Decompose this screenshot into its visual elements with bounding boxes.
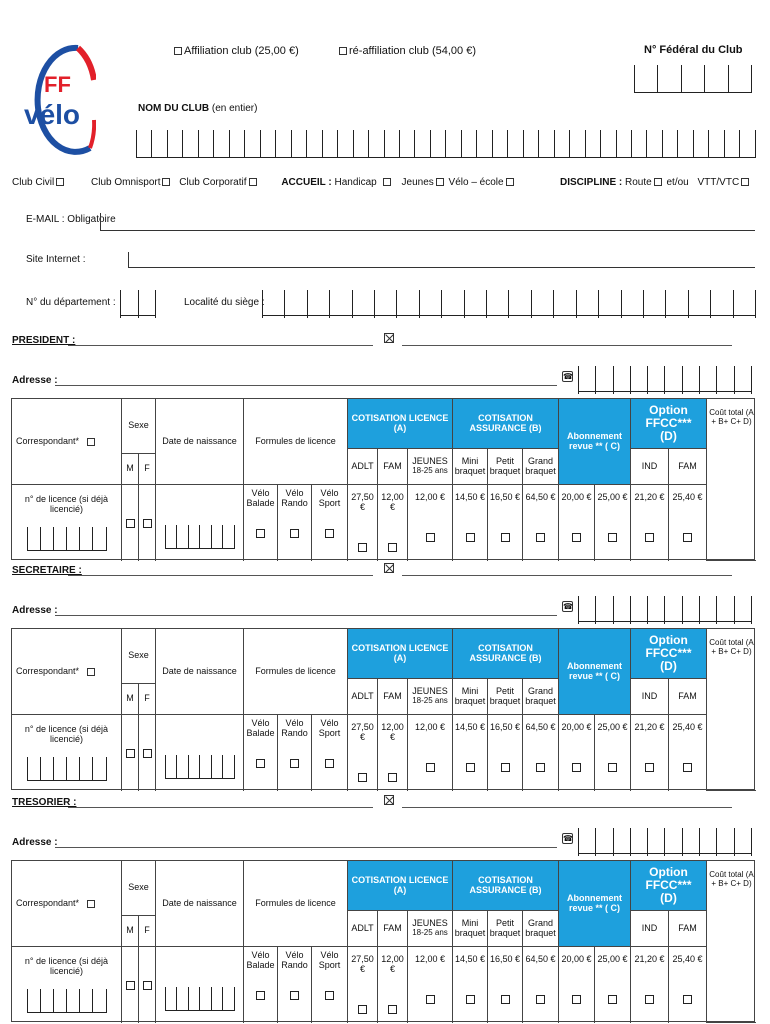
price-checkbox[interactable]	[572, 533, 581, 542]
sexe-f-checkbox[interactable]	[139, 715, 156, 791]
price-cell[interactable]	[348, 715, 378, 791]
cot-licence-header: COTISATION LICENCE (A)	[348, 861, 453, 911]
sexe-header: Sexe	[122, 629, 156, 684]
price-checkbox[interactable]	[536, 995, 545, 1004]
price-checkbox[interactable]	[645, 995, 654, 1004]
price-cell[interactable]	[669, 485, 707, 561]
price-value: 27,50 €	[351, 722, 374, 742]
formule-label: Vélo Rando	[281, 488, 308, 508]
price-value: 20,00 €	[561, 722, 592, 732]
role-label: SECRETAIRE :	[12, 565, 82, 576]
formule-checkbox[interactable]	[290, 529, 299, 538]
correspondant-cell[interactable]	[12, 861, 122, 947]
cout-total-header: Coût total (A + B+ C+ D)	[707, 861, 756, 1023]
licence-no-field[interactable]	[27, 527, 107, 551]
formule-velo_balade[interactable]	[244, 947, 278, 1023]
federal-no-label: N° Fédéral du Club	[644, 44, 743, 56]
route-label: Route	[625, 177, 652, 188]
price-checkbox[interactable]	[572, 763, 581, 772]
phone-icon: ☎	[563, 834, 573, 843]
formule-velo_rando[interactable]	[278, 947, 312, 1023]
price-checkbox[interactable]	[501, 995, 510, 1004]
role-name-field[interactable]	[68, 807, 373, 808]
formule-velo_sport[interactable]	[312, 485, 348, 561]
site-field[interactable]	[128, 252, 755, 268]
fam-header: FAM	[378, 911, 408, 947]
affiliation-checkbox[interactable]	[174, 47, 182, 55]
price-value: 64,50 €	[525, 492, 556, 502]
mini-header: Mini braquet	[453, 911, 488, 947]
price-value: 12,00 €	[381, 492, 404, 512]
discipline-row	[560, 177, 751, 188]
sexe-f-header: F	[139, 916, 156, 947]
jeunes-text: JEUNES	[412, 918, 448, 929]
address-label: Adresse :	[12, 605, 58, 616]
price-cell[interactable]	[378, 485, 408, 561]
price-value: 25,00 €	[597, 492, 628, 502]
price-value: 21,20 €	[634, 954, 665, 964]
price-value: 64,50 €	[525, 722, 556, 732]
correspondant-checkbox[interactable]	[87, 668, 95, 676]
adlt-header: ADLT	[348, 679, 378, 715]
formule-label: Vélo Sport	[318, 718, 341, 738]
price-value: 21,20 €	[634, 492, 665, 502]
club-name-field[interactable]	[136, 130, 756, 158]
price-value: 25,40 €	[672, 492, 703, 502]
reaffiliation-option[interactable]	[337, 45, 476, 57]
cot-licence-header: COTISATION LICENCE (A)	[348, 629, 453, 679]
price-value: 16,50 €	[489, 722, 521, 732]
price-checkbox[interactable]	[388, 773, 397, 782]
sexe-header: Sexe	[122, 399, 156, 454]
correspondant-checkbox[interactable]	[87, 438, 95, 446]
option-header: Option FFCC*** (D)	[631, 399, 707, 449]
price-cell[interactable]	[631, 947, 669, 1023]
price-checkbox[interactable]	[358, 543, 367, 552]
abonnement-header: Abonnement revue ** ( C)	[559, 629, 631, 715]
role-label: TRESORIER :	[12, 797, 77, 808]
price-checkbox[interactable]	[536, 533, 545, 542]
price-checkbox[interactable]	[426, 533, 435, 542]
price-cell[interactable]	[523, 485, 559, 561]
jeunes-header	[408, 911, 453, 947]
price-cell[interactable]	[488, 715, 523, 791]
handicap-checkbox[interactable]	[383, 178, 391, 186]
formule-label: Vélo Rando	[281, 718, 308, 738]
formule-checkbox[interactable]	[290, 759, 299, 768]
price-value: 25,40 €	[672, 722, 703, 732]
formule-checkbox[interactable]	[325, 529, 334, 538]
price-cell[interactable]	[559, 485, 595, 561]
price-cell[interactable]	[669, 947, 707, 1023]
jeunes-label: Jeunes	[401, 177, 434, 188]
correspondant-checkbox[interactable]	[87, 900, 95, 908]
price-cell[interactable]	[488, 485, 523, 561]
mini-header: Mini braquet	[453, 679, 488, 715]
club-omnisport-checkbox[interactable]	[162, 178, 170, 186]
sexe-f-checkbox[interactable]	[139, 485, 156, 561]
price-cell[interactable]	[378, 715, 408, 791]
cot-assurance-header: COTISATION ASSURANCE (B)	[453, 399, 559, 449]
price-cell[interactable]	[631, 715, 669, 791]
grand-header: Grand braquet	[523, 679, 559, 715]
option-header: Option FFCC*** (D)	[631, 629, 707, 679]
handicap-label: Handicap	[334, 177, 377, 188]
sexe-header: Sexe	[122, 861, 156, 916]
formules-header: Formules de licence	[244, 399, 348, 485]
naissance-header: Date de naissance	[156, 861, 244, 947]
formule-velo_rando[interactable]	[278, 715, 312, 791]
formule-checkbox[interactable]	[256, 759, 265, 768]
ffvelo-logo	[18, 40, 96, 158]
formule-label: Vélo Balade	[246, 950, 275, 970]
sexe-m-header: M	[122, 916, 139, 947]
licence-no-cell[interactable]	[12, 947, 122, 1023]
price-value: 27,50 €	[351, 954, 374, 974]
reaffiliation-label: ré-affiliation club (54,00 €)	[349, 45, 476, 57]
price-checkbox[interactable]	[536, 763, 545, 772]
price-cell[interactable]	[453, 947, 488, 1023]
phone-field[interactable]	[578, 828, 752, 854]
formule-velo_balade[interactable]	[244, 715, 278, 791]
grand-header: Grand braquet	[523, 911, 559, 947]
price-cell[interactable]	[453, 485, 488, 561]
licence-no-label: n° de licence (si déjà licencié)	[24, 956, 109, 976]
vtt-label: VTT/VTC	[697, 177, 740, 188]
address-label: Adresse :	[12, 375, 58, 386]
velo-ecole-label: Vélo – école	[448, 177, 504, 188]
petit-header: Petit braquet	[488, 449, 523, 485]
envelope-icon	[384, 563, 394, 575]
email-label: E-MAIL : Obligatoire	[26, 214, 116, 225]
formule-checkbox[interactable]	[290, 991, 299, 1000]
cout-total-header: Coût total (A + B+ C+ D)	[707, 399, 756, 561]
correspondant-label: Correspondant*	[16, 897, 80, 908]
price-checkbox[interactable]	[683, 763, 692, 772]
formule-velo_balade[interactable]	[244, 485, 278, 561]
fam-header: FAM	[378, 679, 408, 715]
sexe-m-checkbox[interactable]	[122, 715, 139, 791]
price-checkbox[interactable]	[501, 533, 510, 542]
abonnement-header: Abonnement revue ** ( C)	[559, 861, 631, 947]
petit-header: Petit braquet	[488, 911, 523, 947]
site-label: Site Internet :	[26, 254, 86, 265]
jeunes-checkbox[interactable]	[436, 178, 444, 186]
accueil-label: ACCUEIL :	[281, 177, 332, 188]
price-value: 12,00 €	[414, 722, 446, 732]
club-name-label: NOM DU CLUB (en entier)	[138, 103, 258, 114]
naissance-field[interactable]	[156, 485, 244, 561]
club-corporatif-label: Club Corporatif	[179, 177, 247, 188]
licence-no-cell[interactable]	[12, 715, 122, 791]
option-header: Option FFCC*** (D)	[631, 861, 707, 911]
envelope-icon	[384, 333, 394, 345]
formule-checkbox[interactable]	[256, 991, 265, 1000]
price-checkbox[interactable]	[466, 763, 475, 772]
price-checkbox[interactable]	[358, 1005, 367, 1014]
price-cell[interactable]	[559, 715, 595, 791]
address-field[interactable]	[55, 385, 557, 386]
price-value: 64,50 €	[525, 954, 556, 964]
address-field[interactable]	[55, 847, 557, 848]
route-checkbox[interactable]	[654, 178, 662, 186]
price-checkbox[interactable]	[358, 773, 367, 782]
price-checkbox[interactable]	[426, 995, 435, 1004]
price-cell[interactable]	[559, 947, 595, 1023]
email-field[interactable]	[100, 213, 755, 231]
licence-no-cell[interactable]	[12, 485, 122, 561]
price-value: 12,00 €	[381, 722, 404, 742]
price-value: 12,00 €	[414, 954, 446, 964]
price-cell[interactable]	[408, 715, 453, 791]
licence-no-field[interactable]	[27, 757, 107, 781]
price-value: 27,50 €	[351, 492, 374, 512]
fam2-header: FAM	[669, 679, 707, 715]
role-name-field[interactable]	[68, 345, 373, 346]
vtt-checkbox[interactable]	[741, 178, 749, 186]
role-name-field[interactable]	[68, 575, 373, 576]
price-value: 25,40 €	[672, 954, 703, 964]
price-value: 12,00 €	[414, 492, 446, 502]
discipline-label: DISCIPLINE :	[560, 177, 623, 188]
correspondant-cell[interactable]	[12, 399, 122, 485]
price-cell[interactable]	[595, 485, 631, 561]
correspondant-cell[interactable]	[12, 629, 122, 715]
localite-field[interactable]	[262, 290, 756, 316]
member-table	[11, 860, 755, 1022]
fam-header: FAM	[378, 449, 408, 485]
price-checkbox[interactable]	[388, 1005, 397, 1014]
price-cell[interactable]	[523, 947, 559, 1023]
ind-header: IND	[631, 911, 669, 947]
price-cell[interactable]	[488, 947, 523, 1023]
logo-ff: FF	[44, 72, 71, 97]
club-corporatif-checkbox[interactable]	[249, 178, 257, 186]
price-checkbox[interactable]	[466, 995, 475, 1004]
cout-total-header: Coût total (A + B+ C+ D)	[707, 629, 756, 791]
naissance-header: Date de naissance	[156, 399, 244, 485]
jeunes-sub: 18-25 ans	[412, 466, 448, 476]
price-value: 20,00 €	[561, 954, 592, 964]
price-checkbox[interactable]	[572, 995, 581, 1004]
phone-field[interactable]	[578, 366, 752, 392]
fam2-header: FAM	[669, 449, 707, 485]
formule-velo_sport[interactable]	[312, 947, 348, 1023]
role-email-field[interactable]	[402, 575, 732, 576]
phone-field[interactable]	[578, 596, 752, 622]
formule-velo_rando[interactable]	[278, 485, 312, 561]
dept-field[interactable]	[120, 290, 156, 316]
price-value: 16,50 €	[489, 492, 521, 502]
sexe-f-checkbox[interactable]	[139, 947, 156, 1023]
sexe-m-header: M	[122, 454, 139, 485]
price-value: 14,50 €	[454, 722, 486, 732]
price-cell[interactable]	[408, 485, 453, 561]
price-value: 14,50 €	[454, 492, 486, 502]
price-cell[interactable]	[348, 947, 378, 1023]
formule-label: Vélo Balade	[246, 718, 275, 738]
reaffiliation-checkbox[interactable]	[339, 47, 347, 55]
adlt-header: ADLT	[348, 449, 378, 485]
naissance-header: Date de naissance	[156, 629, 244, 715]
dept-label: N° du département :	[26, 297, 116, 308]
naissance-field[interactable]	[156, 947, 244, 1023]
sexe-m-checkbox[interactable]	[122, 485, 139, 561]
phone-icon: ☎	[563, 372, 573, 381]
logo-velo: vélo	[24, 99, 81, 130]
phone-icon: ☎	[563, 602, 573, 611]
price-value: 16,50 €	[489, 954, 521, 964]
member-table	[11, 398, 755, 560]
jeunes-text: JEUNES	[412, 686, 448, 697]
price-checkbox[interactable]	[466, 533, 475, 542]
member-table	[11, 628, 755, 790]
address-label: Adresse :	[12, 837, 58, 848]
price-checkbox[interactable]	[683, 995, 692, 1004]
licence-no-label: n° de licence (si déjà licencié)	[24, 494, 109, 514]
price-cell[interactable]	[378, 947, 408, 1023]
licence-no-label: n° de licence (si déjà licencié)	[24, 724, 109, 744]
cot-assurance-header: COTISATION ASSURANCE (B)	[453, 861, 559, 911]
sexe-f-header: F	[139, 684, 156, 715]
price-value: 21,20 €	[634, 722, 665, 732]
formule-checkbox[interactable]	[256, 529, 265, 538]
price-checkbox[interactable]	[501, 763, 510, 772]
formule-velo_sport[interactable]	[312, 715, 348, 791]
adlt-header: ADLT	[348, 911, 378, 947]
price-value: 20,00 €	[561, 492, 592, 502]
price-checkbox[interactable]	[608, 995, 617, 1004]
formule-checkbox[interactable]	[325, 759, 334, 768]
formule-label: Vélo Rando	[281, 950, 308, 970]
price-checkbox[interactable]	[645, 533, 654, 542]
club-types-row	[12, 177, 516, 188]
affiliation-option[interactable]	[172, 45, 299, 57]
role-label: PRESIDENT :	[12, 335, 76, 346]
petit-header: Petit braquet	[488, 679, 523, 715]
federal-no-field[interactable]	[634, 65, 752, 93]
jeunes-sub: 18-25 ans	[412, 696, 448, 706]
price-cell[interactable]	[523, 715, 559, 791]
price-value: 12,00 €	[381, 954, 404, 974]
envelope-icon	[384, 795, 394, 807]
price-cell[interactable]	[408, 947, 453, 1023]
cot-licence-header: COTISATION LICENCE (A)	[348, 399, 453, 449]
role-email-field[interactable]	[402, 807, 732, 808]
cot-assurance-header: COTISATION ASSURANCE (B)	[453, 629, 559, 679]
price-cell[interactable]	[453, 715, 488, 791]
price-checkbox[interactable]	[426, 763, 435, 772]
price-checkbox[interactable]	[645, 763, 654, 772]
abonnement-header: Abonnement revue ** ( C)	[559, 399, 631, 485]
role-email-field[interactable]	[402, 345, 732, 346]
jeunes-text: JEUNES	[412, 456, 448, 467]
sexe-m-checkbox[interactable]	[122, 947, 139, 1023]
sexe-f-header: F	[139, 454, 156, 485]
price-cell[interactable]	[669, 715, 707, 791]
mini-header: Mini braquet	[453, 449, 488, 485]
price-checkbox[interactable]	[608, 763, 617, 772]
price-cell[interactable]	[631, 485, 669, 561]
correspondant-label: Correspondant*	[16, 435, 80, 446]
price-value: 25,00 €	[597, 722, 628, 732]
velo-ecole-checkbox[interactable]	[506, 178, 514, 186]
grand-header: Grand braquet	[523, 449, 559, 485]
sexe-m-header: M	[122, 684, 139, 715]
fam2-header: FAM	[669, 911, 707, 947]
price-cell[interactable]	[595, 715, 631, 791]
price-checkbox[interactable]	[388, 543, 397, 552]
club-civil-checkbox[interactable]	[56, 178, 64, 186]
affiliation-label: Affiliation club (25,00 €)	[184, 45, 299, 57]
localite-label: Localité du siège :	[184, 297, 265, 308]
formules-header: Formules de licence	[244, 629, 348, 715]
ind-header: IND	[631, 679, 669, 715]
price-value: 25,00 €	[597, 954, 628, 964]
address-field[interactable]	[55, 615, 557, 616]
naissance-field[interactable]	[156, 715, 244, 791]
price-checkbox[interactable]	[608, 533, 617, 542]
jeunes-header	[408, 679, 453, 715]
correspondant-label: Correspondant*	[16, 665, 80, 676]
club-civil-label: Club Civil	[12, 177, 55, 188]
ind-header: IND	[631, 449, 669, 485]
etou-label: et/ou	[666, 177, 689, 188]
formule-checkbox[interactable]	[325, 991, 334, 1000]
formules-header: Formules de licence	[244, 861, 348, 947]
jeunes-header	[408, 449, 453, 485]
price-value: 14,50 €	[454, 954, 486, 964]
formule-label: Vélo Balade	[246, 488, 275, 508]
formule-label: Vélo Sport	[318, 488, 341, 508]
club-omnisport-label: Club Omnisport	[91, 177, 161, 188]
formule-label: Vélo Sport	[318, 950, 341, 970]
price-cell[interactable]	[348, 485, 378, 561]
price-cell[interactable]	[595, 947, 631, 1023]
jeunes-sub: 18-25 ans	[412, 928, 448, 938]
price-checkbox[interactable]	[683, 533, 692, 542]
licence-no-field[interactable]	[27, 989, 107, 1013]
